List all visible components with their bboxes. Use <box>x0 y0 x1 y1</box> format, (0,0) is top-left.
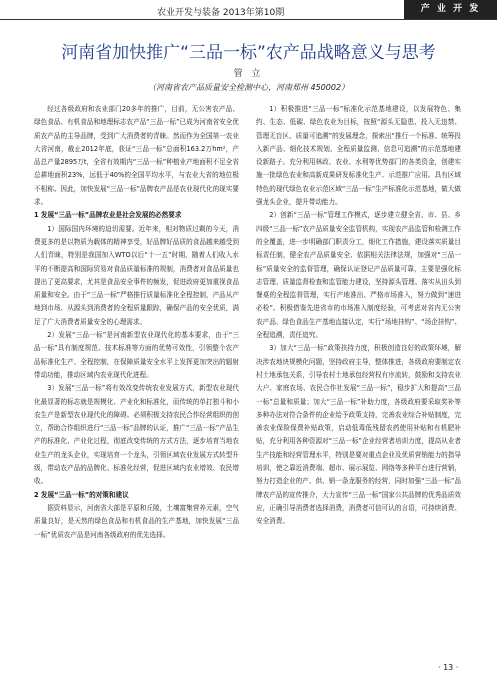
section-heading: 2 发展“三品一标”的对策和建议 <box>34 490 129 499</box>
page-header <box>0 0 497 22</box>
body-paragraph: 经过各级政府和农业部门20多年的推广，目前，无公害农产品、绿色食品、有机食品和地理标志农产品“三品一标”已成为河南省安全优质农产品的主导品牌，受到广大消费者的青睐。然而作为全国第一农业大省河南，截止2012年底，获证“三品一标”总面积163.2万hm²，产品总产量2895万t，全省有效期内“三品一标”种植业产地面积不足全省总耕地面积23%，远低于40%的全国平均水平，与农业大省的地位极不相称。因此，加快发展“三品一标”品牌农产品是农业现代化的现实要求。 <box>34 105 239 207</box>
column-tag-label: 产 业 开 发 <box>420 4 481 14</box>
header-rule <box>0 19 497 20</box>
body-paragraph: 2）发展“三品一标”是河南新型农业现代化的基本要求，由于“三品一标”具有制度规范、技术标准等方面的优势可效性，引领整个农产品标准化生产、全程控制，在保障质量安全水平上发挥更加突出的辐射带动功能，推动区域内农业现代化进程。 <box>34 331 239 379</box>
author-affiliation: （河南省农产品质量安全检测中心，河南郑州 450002） <box>147 83 350 92</box>
body-paragraph: 3）发展“三品一标”将有效改变传统农业发展方式，新型农业现代化最显著的标志就是规模化、产业化和标准化，而传统的单打独斗和小农生产是新型农业现代化的障碍。必须积极支持农民合作经营组织的创立，帮助合作组织进行“三品一标”品牌的认证，推广“三品一标”产品生产的标准化、产业化过程，彻底改变传统的方式方法，逐步培育当地农业生产的龙头企业，实现培育一个龙头，引领区域农业发展方式转型升级，带动农产品的品牌化、标准化经营，促进区域内农业增效、农民增收。 <box>34 384 239 486</box>
article-title: 河南省加快推广“三品一标”农产品战略意义与思考 <box>61 43 436 63</box>
body-paragraph: 2）创新“三品一标”管理工作模式，逐步建立健全省、市、县、乡四级“三品一标”农产品质量安全监管机构，实现农产品监管和检测工作的全覆盖，进一步明确部门职责分工，细化工作措施，建设落实质量目标责任制，健全农产品质量安全、依据相关法律法规，加强对“三品一标”质量安全的监督管理，确保认证登记产品质量可靠，主要是强化标志管理、质量监督检查和监管能力建设，坚持源头管理、落实从田头到餐桌的全程监督管理，实行产地准出、严格市场准入，努力做到“速进必检”。积极借鉴先进省市的市场准入制度经验，可考虑对省内无公害农产品、绿色食品生产基地直接认定，实行“场地挂钩”、“场企挂钩”、全程追溯，责任追究。 <box>256 211 461 340</box>
body-paragraph: 1）国际国内环境的迫切需要。近年来，相对物质过剩的今天，消费更多的是以物质为载体的精神享受，好品牌好品质的食品越来越受到人们青睐，特别是我国加入WTO以后“十一五”时期，随着人们收入水平的不断提高和国际贸易对食品质量标准的规制，消费者对食品质量也提出了更高要求，尤其是食品安全事件的频发，促进政府更加重视食品质量和安全。由于“三品一标”严格推行质量标准化全程控制，产品从产地到市场、从源头到消费者的全程质量跟踪，确保产品的安全优质，满足了广大消费者质量安全的心理需求。 <box>34 224 239 326</box>
column-tag <box>404 0 497 19</box>
article-author: 管 立 <box>233 69 264 79</box>
journal-issue: 农业开发与装备 2013年第10期 <box>157 8 285 18</box>
right-text-column <box>256 103 461 529</box>
body-paragraph: 3）加大“三品一标”政策扶持力度，积极创造良好的政策环境，解决涉农地块规模化问题，坚持政府主导，整体推进，各级政府要制定农村土地承包关系，引导农村土地承包经营权有序流转，鼓励和支持农业大户、家庭农场、农民合作社发展“三品一标”，稳步扩大和提高“三品一标”总量和质量；加大“三品一标”补助力度，各级政府要采取奖补等多种办法对符合条件的企业给予政策支持，完善农业综合补贴制度，完善农业保险保费补贴政策，启动低毒低残留农药使用补贴和有机肥补贴，充分利用各种资源对“三品一标”企业经营者培训力度，提高从业者生产技能和经营管理水平，特别是要对重点企业及优质营销能力的指导培训，使之靠近消费端、超市、展示展览、网络等多种平台进行营销，努力打造企业的产、供、销一条龙服务的经营，同时加强“三品一标”品牌农产品的宣传推介，大力宣传“三品一标”国家公共品牌的优秀品质效应，正确引导消费者选择消费，消费者可信可认的言语，可持续消费、安全消费。 <box>256 344 461 526</box>
page-number: · 13 · <box>438 663 459 672</box>
left-text-column <box>34 103 239 542</box>
body-paragraph: 1）积极推进“三品一标”标准化示范基地建设，以发展特色、集约、生态、低碳、绿色农业为目标，按照“源头无隐患、投入无违禁、管理无盲区、质量可追溯”的发展理念，探索出“推行一个标准、统筹投入新产品、细化技术规划、全程质量监测、信息可追溯”的示范基地建设新路子。充分利用林政、农业、水利等优势部门的各类资金，创建实施一批绿色农业和高新成果研发标准化生产、示范推广应用。具有区域特色的现代绿色农业示范区域“三品一标”生产标准化示范基地，做大做强龙头企业，提升带动能力。 <box>256 105 461 207</box>
section-heading: 1 发展“三品一标”品牌农业是社会发展的必然要求 <box>34 211 182 220</box>
body-paragraph: 据资料显示，河南省大部是平原和丘陵，土壤富集营养元素，空气质量良好，是天然的绿色食品和有机食品的生产基地，加快发展“三品一标”优质农产品是河南各级政府的优先选择。 <box>34 503 239 539</box>
